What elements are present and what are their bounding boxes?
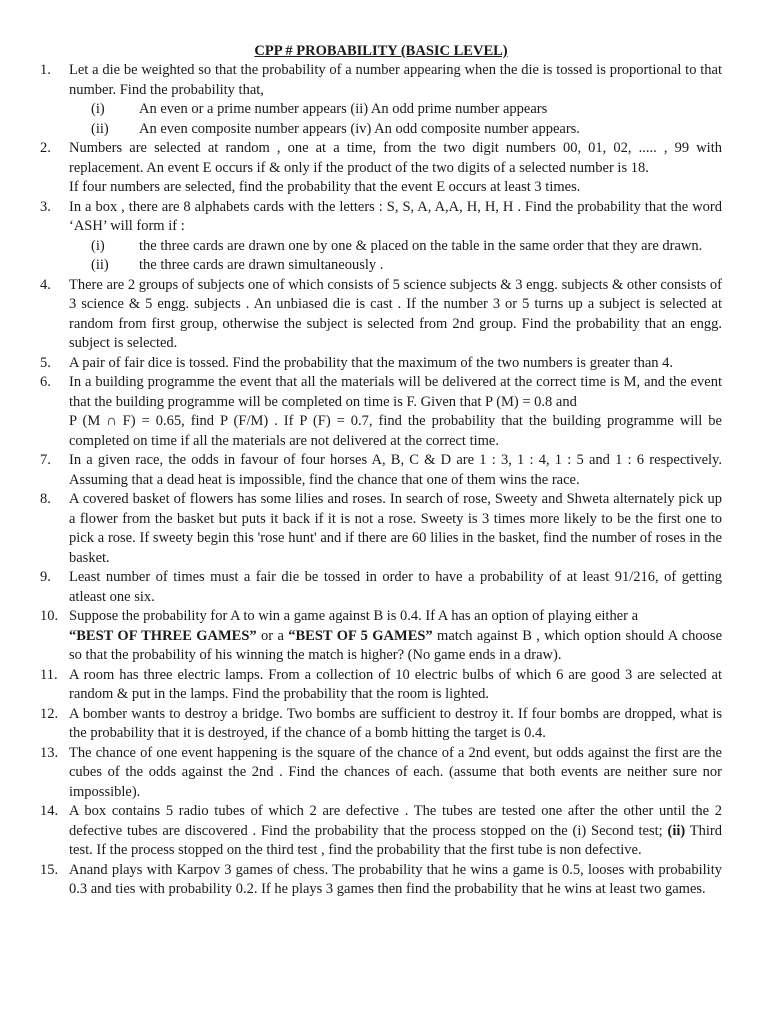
- question-text: Least number of times must a fair die be tossed in order to have a probability of at least 91/216, of getting atleast one six.: [69, 569, 722, 605]
- question-text: A covered basket of flowers has some lilies and roses. In search of rose, Sweety and Shweta alternately pick up a flower from the basket but puts it back if it is not a rose. Sweety is 3 times more likely to be the first one to pick a rose. If sweety begin this 'rose hunt' and if there are 60 lilies in the basket, find the number of roses in the basket.: [69, 491, 722, 566]
- question-text: In a given race, the odds in favour of four horses A, B, C & D are 1 : 3, 1 : 4, 1 : 5 and 1 : 6 respectively. Assuming that a dead heat is impossible, find the chance that one of them wins the race.: [69, 452, 722, 488]
- sub-question: [91, 120, 722, 140]
- question-text: Let a die be weighted so that the probability of a number appearing when the die is tossed is proportional to that number. Find the probability that,: [69, 62, 722, 98]
- question-5: [40, 354, 722, 374]
- sub-question: [91, 256, 722, 276]
- sub-question-text: An even or a prime number appears (ii) An odd prime number appears: [139, 101, 548, 117]
- question-number: 6.: [40, 374, 51, 390]
- question-number: 7.: [40, 452, 51, 468]
- question-number: 13.: [40, 744, 59, 761]
- question-number: 15.: [40, 861, 59, 878]
- question-text-part: Suppose the probability for A to win a game against B is 0.4. If A has an option of playing either a: [69, 608, 639, 624]
- question-4: [40, 276, 722, 354]
- sub-question-label: (ii): [91, 120, 109, 137]
- question-2: [40, 139, 722, 198]
- question-text: In a building programme the event that all the materials will be delivered at the correct time is M, and the event that the building programme will be completed on time is F. Given that P (M) = 0.8 and: [69, 374, 722, 410]
- question-text-continued: P (M ∩ F) = 0.65, find P (F/M) . If P (F) = 0.7, find the probability that the building programme will be completed on time if all the materials are not delivered at the correct time.: [69, 413, 722, 449]
- question-text: There are 2 groups of subjects one of which consists of 5 science subjects & 3 engg. subjects & other consists of 3 science & 5 engg. subjects . An unbiased die is cast . If the number 3 or 5 turns up a subject is selected at random from first group, otherwise the subject is selected from 2nd group. Find the probability that an engg. subject is selected.: [69, 276, 722, 351]
- sub-question-label: (i): [91, 101, 105, 117]
- question-text-part: A box contains 5 radio tubes of which 2 are defective . The tubes are tested one after the other until the 2 defective tubes are discovered . Find the probability that the process stopped on the (i) Second test;: [69, 803, 722, 839]
- question-text: [69, 802, 722, 861]
- sub-question: [91, 237, 722, 257]
- question-number: 8.: [40, 491, 51, 507]
- question-10: [40, 607, 722, 666]
- bold-phrase: “BEST OF THREE GAMES”: [69, 627, 257, 644]
- question-14: [40, 802, 722, 861]
- question-number: 4.: [40, 276, 51, 293]
- question-text: Numbers are selected at random , one at a time, from the two digit numbers 00, 01, 02, ..... , 99 with replacement. An event E occurs if & only if the product of the two digits of a selected number is 18.: [69, 140, 722, 176]
- question-text-part: match against B , which option should A choose so that the probability of his winning the match is higher? (No game ends in a draw).: [69, 627, 723, 663]
- question-12: [40, 705, 722, 744]
- sub-question-label: (i): [91, 237, 105, 254]
- question-text: A bomber wants to destroy a bridge. Two bombs are sufficient to destroy it. If four bombs are dropped, what is the probability that it is destroyed, if the chance of a bomb hitting the target is 0.4.: [69, 705, 722, 741]
- bold-phrase: (ii): [667, 822, 686, 839]
- question-11: [40, 666, 722, 705]
- question-number: 2.: [40, 140, 51, 156]
- question-8: [40, 490, 722, 568]
- question-text-part: or a: [256, 627, 289, 644]
- question-number: 14.: [40, 803, 59, 819]
- question-text-part: Third test. If the process stopped on the third test , find the probability that the first tube is non defective.: [69, 822, 723, 858]
- question-3: [40, 198, 722, 276]
- question-text: The chance of one event happening is the square of the chance of a 2nd event, but odds against the first are the cubes of the odds against the 2nd . Find the chances of each. (assume that both events are neither sure nor impossible).: [69, 744, 722, 800]
- question-number: 9.: [40, 569, 51, 585]
- question-15: [40, 861, 722, 900]
- question-number: 10.: [40, 608, 59, 624]
- question-text: [69, 607, 722, 666]
- question-text: A room has three electric lamps. From a collection of 10 electric bulbs of which 6 are good 3 are selected at random & put in the lamps. Find the probability that the room is lighted.: [69, 666, 722, 702]
- sub-question-text: the three cards are drawn one by one & placed on the table in the same order that they are drawn.: [139, 237, 703, 254]
- question-number: 11.: [40, 666, 58, 683]
- question-9: [40, 568, 722, 607]
- question-text: In a box , there are 8 alphabets cards with the letters : S, S, A, A,A, H, H, H . Find the probability that the word ‘ASH’ will form if :: [69, 198, 722, 234]
- question-number: 1.: [40, 62, 51, 78]
- page-title: CPP # PROBABILITY (BASIC LEVEL): [254, 43, 508, 59]
- question-number: 12.: [40, 705, 59, 722]
- question-text: Anand plays with Karpov 3 games of chess. The probability that he wins a game is 0.5, looses with probability 0.3 and ties with probability 0.2. If he plays 3 games then find the probability that he wins at least two games.: [69, 861, 722, 897]
- question-number: 5.: [40, 354, 51, 371]
- sub-question-text: the three cards are drawn simultaneously .: [139, 257, 384, 273]
- question-1: [40, 61, 722, 139]
- question-13: [40, 744, 722, 803]
- sub-question: [91, 100, 722, 120]
- question-6: [40, 373, 722, 451]
- question-7: [40, 451, 722, 490]
- sub-question-label: (ii): [91, 257, 109, 273]
- question-text-continued: If four numbers are selected, find the probability that the event E occurs at least 3 times.: [69, 179, 581, 195]
- bold-phrase: “BEST OF 5 GAMES”: [288, 627, 433, 644]
- question-text: A pair of fair dice is tossed. Find the probability that the maximum of the two numbers is greater than 4.: [69, 354, 674, 371]
- question-number: 3.: [40, 198, 51, 215]
- sub-question-text: An even composite number appears (iv) An odd composite number appears.: [139, 120, 580, 137]
